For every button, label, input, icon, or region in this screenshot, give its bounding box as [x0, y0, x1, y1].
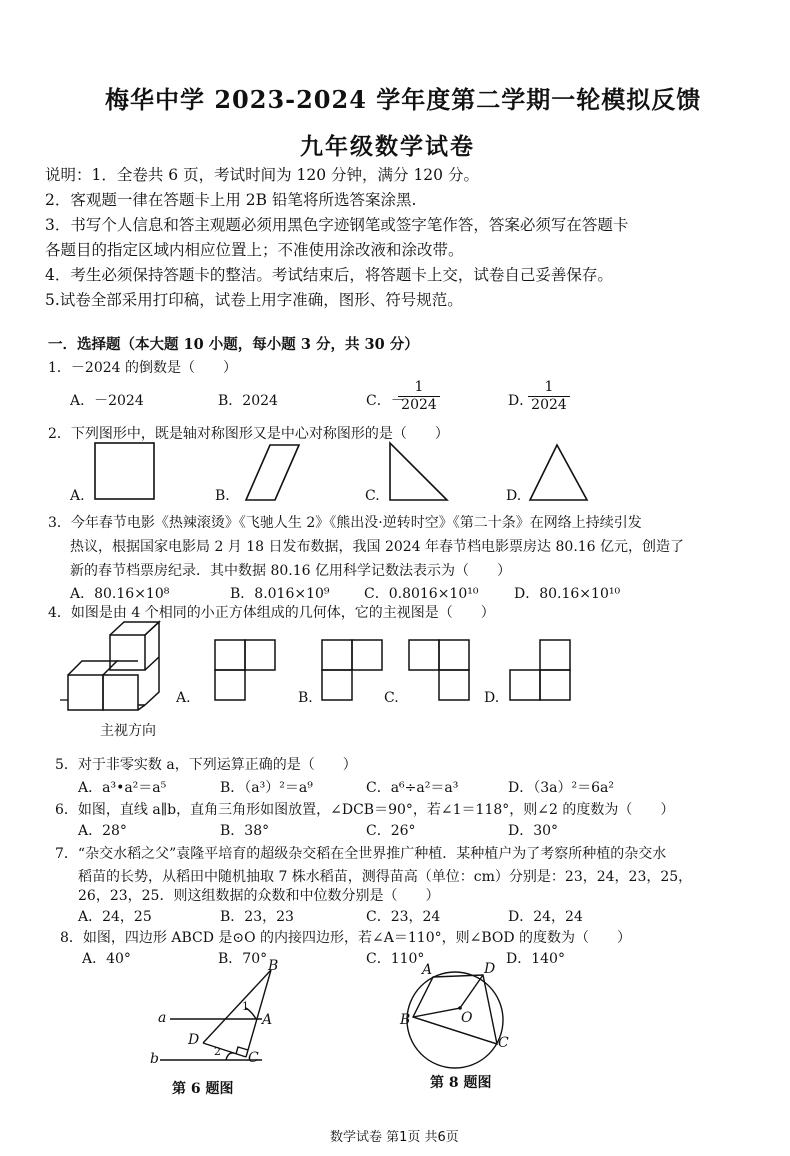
question-7-line: 26，23，25．则这组数据的众数和中位数分别是（ ）	[78, 888, 440, 904]
q8-option-a: A．40°	[82, 951, 131, 967]
q1-option-c: C．－	[366, 393, 405, 409]
question-2-stem: 2．下列图形中，既是轴对称图形又是中心对称图形的是（ ）	[48, 426, 449, 442]
q6-option-d: D．30°	[508, 823, 559, 839]
fig8-label-B: B	[400, 1012, 411, 1028]
fig8-label-C: C	[498, 1035, 509, 1051]
figure-8-caption: 第 8 题图	[430, 1075, 492, 1091]
question-8-stem: 8．如图，四边形 ABCD 是⊙O 的内接四边形，若∠A＝110°，则∠BOD 的度数为（ ）	[60, 930, 632, 946]
fig6-label-a: a	[158, 1010, 167, 1026]
fraction-numerator: 1	[414, 379, 424, 395]
q8-option-b: B．70°	[218, 951, 268, 967]
fig6-angle-2: 2	[214, 1045, 221, 1058]
question-3-line: 3．今年春节电影《热辣滚烫》《飞驰人生 2》《熊出没·逆转时空》《第二十条》在网络上持续引发	[48, 515, 642, 531]
fig6-label-C: C	[248, 1050, 259, 1066]
fig6-label-B: B	[268, 958, 279, 974]
fraction-numerator: 1	[544, 379, 554, 395]
section-title: 一．选择题（本大题 10 小题，每小题 3 分，共 30 分）	[48, 336, 419, 353]
q5-option-b: B．（a³）²＝a⁹	[220, 780, 313, 796]
fraction-denominator: 2024	[531, 397, 567, 413]
question-7-line: 稻苗的长势，从稻田中随机抽取 7 株水稻苗，测得苗高（单位：cm）分别是：23，24，23，25，	[78, 869, 693, 885]
q2-option-b: B.	[215, 488, 230, 504]
q4-option-d: D.	[484, 690, 500, 706]
fig6-label-A: A	[262, 1012, 273, 1028]
q6-option-b: B．38°	[220, 823, 270, 839]
q8-option-d: D．140°	[506, 951, 565, 967]
exam-header-title: 梅华中学 2023-2024 学年度第二学期一轮模拟反馈	[105, 85, 702, 114]
q6-option-c: C．26°	[366, 823, 416, 839]
q2-option-d: D.	[506, 488, 522, 504]
q5-option-a: A．a³•a²＝a⁵	[78, 780, 167, 796]
q5-option-d: D．（3a）²＝6a²	[508, 780, 614, 796]
instruction-line: 3．书写个人信息和答主观题必须用黑色字迹钢笔或签字笔作答，答案必须写在答题卡	[45, 216, 629, 234]
question-6-stem: 6．如图，直线 a∥b，直角三角形如图放置，∠DCB＝90°，若∠1＝118°，则∠2 的度数为（ ）	[55, 802, 675, 818]
instruction-line: 4．考生必须保持答题卡的整洁。考试结束后，将答题卡上交，试卷自己妥善保存。	[45, 266, 613, 284]
q7-option-a: A．24，25	[78, 909, 152, 925]
instruction-line: 说明：1．全卷共 6 页，考试时间为 120 分钟，满分 120 分。	[45, 166, 479, 184]
q4-option-b: B.	[298, 690, 313, 706]
question-1-stem: 1．－2024 的倒数是（ ）	[48, 360, 237, 376]
q7-option-c: C．23，24	[366, 909, 441, 925]
q8-option-c: C．110°	[366, 951, 425, 967]
q6-option-a: A．28°	[78, 823, 127, 839]
q3-option-a: A．80.16×10⁸	[70, 586, 170, 602]
q4-option-c: C.	[384, 690, 399, 706]
q1-option-a: A．－2024	[70, 393, 144, 409]
instruction-line: 2．客观题一律在答题卡上用 2B 铅笔将所选答案涂黑.	[45, 191, 417, 209]
question-3-line: 热议，根据国家电影局 2 月 18 日发布数据，我国 2024 年春节档电影票房达 80.16 亿元，创造了	[70, 539, 685, 555]
instruction-line: 5.试卷全部采用打印稿，试卷上用字准确，图形、符号规范。	[45, 291, 463, 309]
q4-option-a: A.	[176, 690, 191, 706]
q2-option-a: A.	[70, 488, 85, 504]
question-3-line: 新的春节档票房纪录．其中数据 80.16 亿用科学记数法表示为（ ）	[70, 563, 511, 579]
question-4-stem: 4．如图是由 4 个相同的小正方体组成的几何体，它的主视图是（ ）	[48, 605, 495, 621]
fig6-label-b: b	[150, 1051, 159, 1067]
instruction-line: 各题目的指定区域内相应位置上；不准使用涂改液和涂改带。	[45, 241, 464, 259]
fraction-denominator: 2024	[401, 397, 437, 413]
fig8-label-O: O	[461, 1010, 473, 1026]
q7-option-d: D．24，24	[508, 909, 583, 925]
question-7-line: 7．“杂交水稻之父”袁隆平培育的超级杂交稻在全世界推广种植．某种植户为了考察所种植的杂交水	[55, 846, 667, 862]
q2-option-c: C.	[365, 488, 380, 504]
figure-6-caption: 第 6 题图	[172, 1081, 234, 1097]
q3-option-c: C．0.8016×10¹⁰	[364, 586, 479, 602]
question-5-stem: 5．对于非零实数 a，下列运算正确的是（ ）	[55, 757, 357, 773]
q1-option-d: D．	[508, 393, 534, 409]
exam-subtitle: 九年级数学试卷	[300, 133, 475, 160]
q3-option-d: D．80.16×10¹⁰	[514, 586, 621, 602]
fig6-label-D: D	[188, 1032, 200, 1048]
fig6-angle-1: 1	[242, 1000, 249, 1013]
page-footer: 数学试卷 第1页 共6页	[330, 1130, 459, 1145]
view-direction-label: 主视方向	[100, 723, 156, 739]
segment-bc	[413, 1017, 497, 1044]
q7-option-b: B．23，23	[220, 909, 294, 925]
q1-option-b: B．2024	[218, 393, 278, 409]
fig8-label-D: D	[484, 961, 496, 977]
q3-option-b: B．8.016×10⁹	[230, 586, 330, 602]
segment-bo	[413, 1008, 460, 1017]
q5-option-c: C．a⁶÷a²＝a³	[366, 780, 459, 796]
fig8-label-A: A	[422, 962, 433, 978]
segment-od	[460, 975, 483, 1008]
